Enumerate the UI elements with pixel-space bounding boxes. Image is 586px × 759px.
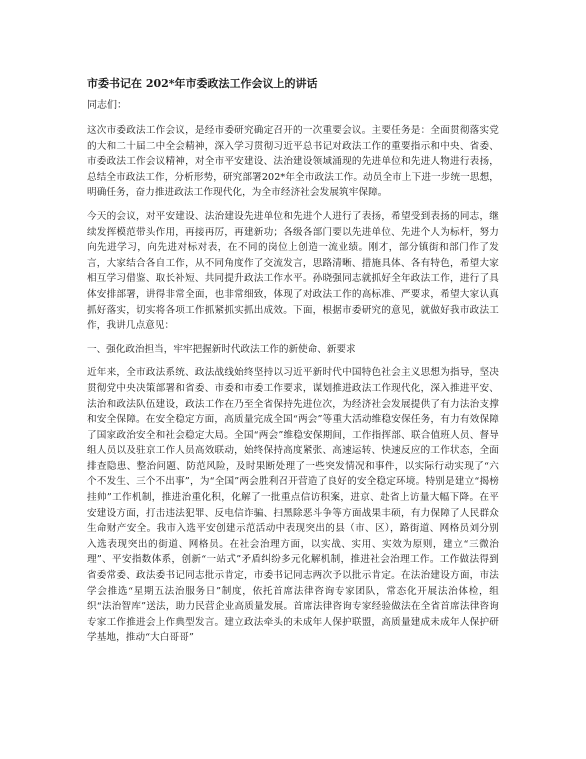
section-heading-1: 一、强化政治担当，牢牢把握新时代政法工作的新使命、新要求 xyxy=(87,343,356,355)
paragraph-intro: 这次市委政法工作会议，是经市委研究确定召开的一次重要会议。主要任务是：全面贯彻落实党的大和二十届二中全会精神，深入学习贯彻习近平总书记对政法工作的重要指示和中央、省委、市委政法工作会议精神，对全市平安建设、法治建设领域涌现的先进单位和先进人物进行表扬，总结全市政法工作，分析形势，研究部署202*年全市政法工作。动员全市上下进一步统一思想，明确任务，奋力推进政法工作现代化，为全市经济社会发展筑牢保障。 xyxy=(87,125,499,199)
document-page xyxy=(87,76,499,654)
salutation: 同志们： xyxy=(87,100,127,111)
paragraph-commendation: 今天的会议，对平安建设、法治建设先进单位和先进个人进行了表扬，希望受到表扬的同志，继续发挥模范带头作用，再接再厉，再建新功；各级各部门要以先进单位、先进个人为标杆，努力向先进学习，向先进对标对表，在不同的岗位上创造一流业绩。刚才，部分镇街和部门作了发言，大家结合各自工作，从不同角度作了交流发言，思路清晰、措施具体、各有特色，希望大家相互学习借鉴、取长补短、共同提升政法工作水平。孙晓强同志就抓好全年政法工作，进行了具体安排部署，讲得非常全面，也非常细致，体现了对政法工作的高标准、严要求，希望大家认真抓好落实，切实将各项工作抓紧抓实抓出成效。下面，根据市委研究的意见，就做好我市政法工作，我讲几点意见： xyxy=(87,210,499,332)
paragraph-section-1-body: 近年来，全市政法系统、政法战线始终坚持以习近平新时代中国特色社会主义思想为指导，坚决贯彻党中央决策部署和省委、市委和市委工作要求，谋划推进政法工作现代化，深入推进平安、法治和政法队伍建设，政法工作在乃至全省保持先进位次，为经济社会发展提供了有力法治支撑和安全保障。在安全稳定方面，高质量完成全国“两会”等重大活动维稳安保任务，有力有效保障了国家政治安全和社会稳定大局。全国“两会”维稳安保期间，工作指挥部、联合值班人员、督导组人员以及驻京工作人员高效联动，始终保持高度紧张、高速运转、快速反应的工作状态，全面排查隐患、整治问题、防范风险，及时果断处理了一些突发情况和事件，以实际行动实现了“六个不发生、三个不出事”，为“全国”两会胜利召开营造了良好的安全稳定环境。特别是建立“揭榜挂帅”工作机制，推进治重化积，化解了一批重点信访积案，进京、赴省上访量大幅下降。在平安建设方面，打击违法犯罪、反电信诈骗、扫黑除恶斗争等方面战果丰硕，有力保障了人民群众生命财产安全。我市入选平安创建示范活动中表现突出的县（市、区），路街道、网格员刘分别入选表现突出的街道、网格员。在社会治理方面，以实战、实用、实效为原则，建立“三微治理”、平安指数体系，创新“一站式”矛盾纠纷多元化解机制，推进社会治理工作。工作做法得到省委常委、政法委书记同志批示肯定，市委书记同志两次予以批示肯定。在法治建设方面，市法学会推选“星期五法治服务日”制度，依托首席法律咨询专家团队，常态化开展法治体检，组织“法治智库”送法，助力民营企业高质量发展。首席法律咨询专家经验做法在全省首席法律咨询专家工作推进会上作典型发言。建立政法牵头的未成年人保护联盟，高质量建成未成年人保护研学基地，推动“大白哥哥” xyxy=(87,367,499,644)
document-title: 市委书记在 202*年市委政法工作会议上的讲话 xyxy=(87,77,318,90)
